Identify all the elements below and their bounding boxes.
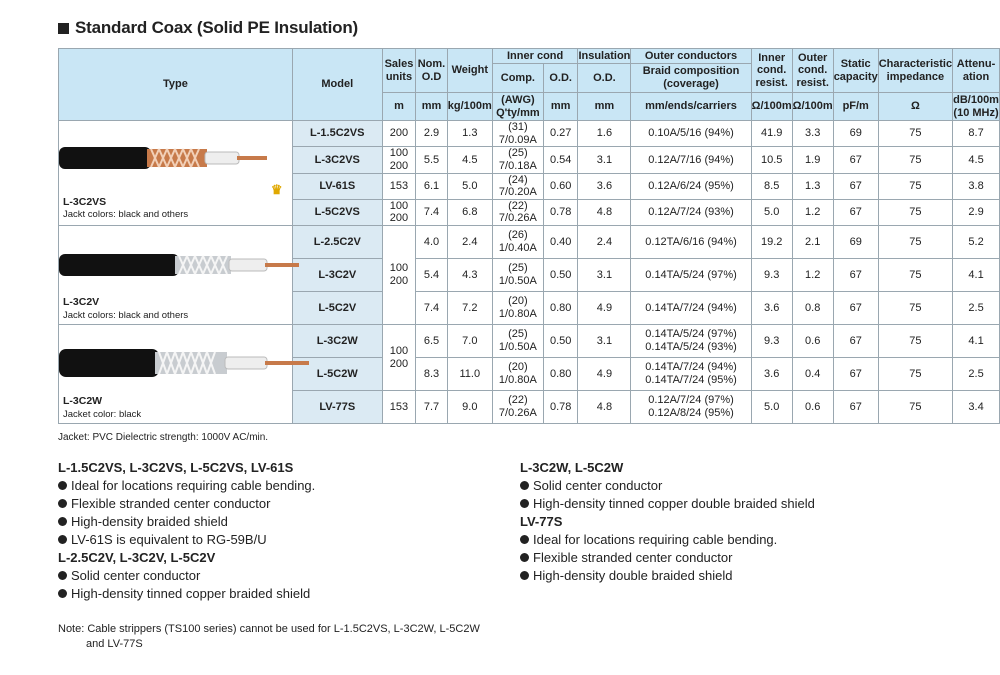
comp-cell: (20) 1/0.80A	[492, 292, 543, 325]
inner-resist-cell: 9.3	[751, 259, 792, 292]
comp-cell: (25) 7/0.18A	[492, 147, 543, 173]
capacity-cell: 69	[833, 121, 878, 147]
attenuation-cell: 3.8	[953, 173, 1000, 199]
feature-text: High-density double braided shield	[533, 568, 733, 583]
bullet-icon	[58, 589, 67, 598]
spec-table	[58, 48, 1000, 424]
ins-od-cell: 4.9	[578, 292, 631, 325]
weight-cell: 5.0	[447, 173, 492, 199]
model-cell: L-3C2W	[292, 325, 382, 358]
impedance-cell: 75	[878, 173, 952, 199]
bullet-icon	[520, 571, 529, 580]
inner-od-cell: 0.54	[543, 147, 578, 173]
inner-resist-cell: 19.2	[751, 226, 792, 259]
impedance-cell: 75	[878, 147, 952, 173]
ins-od-cell: 3.1	[578, 325, 631, 358]
units-cell: 100 200	[382, 325, 415, 391]
type-cell-l-3c2v	[59, 226, 293, 325]
bullet-icon	[520, 481, 529, 490]
outer-resist-cell: 0.6	[792, 325, 833, 358]
bottom-note-line2: and LV-77S	[86, 638, 143, 651]
feature-text: High-density tinned copper braided shield	[71, 586, 311, 601]
feature-item	[58, 478, 315, 493]
model-cell: L-5C2VS	[292, 199, 382, 225]
outer-resist-cell: 1.3	[792, 173, 833, 199]
features-right	[520, 460, 815, 586]
od-cell: 2.9	[416, 121, 448, 147]
od-cell: 5.4	[416, 259, 448, 292]
header-outer-conductors: Outer conductors	[631, 49, 751, 64]
inner-resist-cell: 8.5	[751, 173, 792, 199]
bottom-note	[58, 622, 480, 653]
attenuation-cell: 8.7	[953, 121, 1000, 147]
feature-item	[58, 568, 315, 583]
comp-cell: (20) 1/0.80A	[492, 358, 543, 391]
feature-item	[58, 532, 315, 547]
ins-od-cell: 4.9	[578, 358, 631, 391]
header-model: Model	[292, 49, 382, 121]
type-sub: Jackt colors: black and others	[63, 310, 189, 322]
capacity-cell: 69	[833, 226, 878, 259]
inner-resist-cell: 5.0	[751, 199, 792, 225]
feature-item	[520, 550, 815, 565]
unit-awg: (AWG) Q'ty/mm	[492, 93, 543, 121]
unit-mm-inner: mm	[543, 93, 578, 121]
jacket-note: Jacket: PVC Dielectric strength: 1000V AC/min.	[58, 432, 269, 443]
od-cell: 6.1	[416, 173, 448, 199]
bullet-icon	[520, 553, 529, 562]
header-insulation: Insulation	[578, 49, 631, 62]
model-cell: L-1.5C2VS	[292, 121, 382, 147]
inner-resist-cell: 10.5	[751, 147, 792, 173]
feature-text: Solid center conductor	[71, 568, 201, 583]
feature-item	[58, 496, 315, 511]
feature-item	[58, 586, 315, 601]
impedance-cell: 75	[878, 358, 952, 391]
feature-text: Flexible stranded center conductor	[71, 496, 271, 511]
outer-resist-cell: 0.8	[792, 292, 833, 325]
comp-cell: (25) 1/0.50A	[492, 259, 543, 292]
header-insulation-od: O.D.	[578, 64, 631, 93]
impedance-cell: 75	[878, 226, 952, 259]
page-title	[58, 18, 358, 38]
braid-cell: 0.14TA/7/24 (94%)	[631, 292, 751, 325]
inner-od-cell: 0.78	[543, 199, 578, 225]
attenuation-cell: 2.5	[953, 292, 1000, 325]
braid-cell: 0.12TA/6/16 (94%)	[631, 226, 751, 259]
unit-braid: mm/ends/carriers	[631, 93, 751, 121]
unit-db: dB/100m (10 MHz)	[953, 93, 999, 119]
units-cell: 100 200	[382, 226, 415, 325]
comp-cell: (22) 7/0.26A	[492, 199, 543, 225]
impedance-cell: 75	[878, 391, 952, 424]
bullet-icon	[520, 499, 529, 508]
capacity-cell: 67	[833, 147, 878, 173]
header-inner-od: O.D.	[543, 64, 578, 93]
header-sales-units: Sales units	[382, 49, 415, 93]
model-cell: L-5C2W	[292, 358, 382, 391]
attenuation-cell: 3.4	[953, 391, 1000, 424]
comp-cell: (22) 7/0.26A	[492, 391, 543, 424]
comp-cell: (24) 7/0.20A	[492, 173, 543, 199]
impedance-cell: 75	[878, 121, 952, 147]
units-cell: 153	[382, 391, 415, 424]
units-cell: 153	[382, 173, 415, 199]
table-row	[59, 226, 1000, 259]
feature-item	[58, 514, 315, 529]
inner-od-cell: 0.50	[543, 325, 578, 358]
unit-m: m	[382, 93, 415, 121]
od-cell: 8.3	[416, 358, 448, 391]
feature-text: Ideal for locations requiring cable bending.	[533, 532, 778, 547]
features-left	[58, 460, 315, 604]
type-label: L-3C2V	[63, 296, 100, 309]
inner-od-cell: 0.80	[543, 358, 578, 391]
braid-cell: 0.10A/5/16 (94%)	[631, 121, 751, 147]
attenuation-cell: 2.5	[953, 358, 1000, 391]
unit-kg: kg/100m	[447, 93, 492, 121]
feature-text: LV-61S is equivalent to RG-59B/U	[71, 532, 267, 547]
weight-cell: 4.5	[447, 147, 492, 173]
feature-text: Ideal for locations requiring cable bending.	[71, 478, 316, 493]
units-cell: 200	[382, 121, 415, 147]
unit-ohm2: Ω/100m	[792, 93, 833, 121]
unit-ohm: Ω	[878, 93, 952, 121]
ins-od-cell: 2.4	[578, 226, 631, 259]
capacity-cell: 67	[833, 199, 878, 225]
unit-mm: mm	[416, 93, 448, 121]
unit-mm-ins: mm	[578, 93, 631, 121]
weight-cell: 1.3	[447, 121, 492, 147]
capacity-cell: 67	[833, 292, 878, 325]
model-cell: L-2.5C2V	[292, 226, 382, 259]
inner-resist-cell: 41.9	[751, 121, 792, 147]
bullet-icon	[58, 517, 67, 526]
od-cell: 5.5	[416, 147, 448, 173]
capacity-cell: 67	[833, 391, 878, 424]
weight-cell: 7.0	[447, 325, 492, 358]
attenuation-cell: 4.1	[953, 259, 1000, 292]
type-label: L-3C2W	[63, 395, 103, 408]
table-row	[59, 121, 1000, 147]
header-outer-resist: Outer cond. resist.	[792, 49, 833, 93]
impedance-cell: 75	[878, 199, 952, 225]
ins-od-cell: 1.6	[578, 121, 631, 147]
braid-cell: 0.12A/6/24 (95%)	[631, 173, 751, 199]
bottom-note-line1: Note: Cable strippers (TS100 series) cannot be used for L-1.5C2VS, L-3C2W, L-5C2W	[58, 623, 480, 635]
od-cell: 7.4	[416, 292, 448, 325]
unit-ohm1: Ω/100m	[751, 93, 792, 121]
braid-cell: 0.14TA/5/24 (97%)	[631, 259, 751, 292]
header-char-impedance: Characteristic impedance	[878, 49, 952, 93]
attenuation-cell: 5.2	[953, 226, 1000, 259]
od-cell: 7.4	[416, 199, 448, 225]
model-cell: LV-77S	[292, 391, 382, 424]
type-label: L-3C2VS	[63, 196, 107, 208]
braid-cell: 0.14TA/7/24 (94%) 0.14TA/7/24 (95%)	[631, 358, 751, 391]
bullet-icon	[58, 481, 67, 490]
header-inner-resist: Inner cond. resist.	[751, 49, 792, 93]
feature-text: Flexible stranded center conductor	[533, 550, 733, 565]
outer-resist-cell: 1.2	[792, 199, 833, 225]
model-cell: L-3C2V	[292, 259, 382, 292]
attenuation-cell: 4.5	[953, 147, 1000, 173]
header-comp: Comp.	[492, 64, 543, 93]
inner-od-cell: 0.60	[543, 173, 578, 199]
weight-cell: 6.8	[447, 199, 492, 225]
comp-cell: (25) 1/0.50A	[492, 325, 543, 358]
impedance-cell: 75	[878, 292, 952, 325]
inner-resist-cell: 3.6	[751, 358, 792, 391]
units-cell: 100 200	[382, 147, 415, 173]
weight-cell: 11.0	[447, 358, 492, 391]
model-cell: L-3C2VS	[292, 147, 382, 173]
model-text: LV-61S	[319, 179, 356, 192]
braid-cell: 0.12A/7/24 (97%) 0.12A/8/24 (95%)	[631, 391, 751, 424]
bullet-icon	[58, 535, 67, 544]
header-braid: Braid composition (coverage)	[631, 64, 751, 93]
header-static-capacity: Static capacity	[833, 49, 878, 93]
inner-resist-cell: 3.6	[751, 292, 792, 325]
outer-resist-cell: 0.4	[792, 358, 833, 391]
feature-item	[520, 496, 815, 511]
feature-text: High-density braided shield	[71, 514, 228, 529]
feature-heading: L-1.5C2VS, L-3C2VS, L-5C2VS, LV-61S	[58, 460, 294, 475]
od-cell: 6.5	[416, 325, 448, 358]
outer-resist-cell: 3.3	[792, 121, 833, 147]
type-sub: Jacket color: black	[63, 409, 142, 421]
braid-cell: 0.14TA/5/24 (97%) 0.14TA/5/24 (93%)	[631, 325, 751, 358]
ins-od-cell: 3.6	[578, 173, 631, 199]
weight-cell: 9.0	[447, 391, 492, 424]
units-cell: 100 200	[382, 199, 415, 225]
capacity-cell: 67	[833, 358, 878, 391]
comp-cell: (31) 7/0.09A	[492, 121, 543, 147]
capacity-cell: 67	[833, 325, 878, 358]
feature-item	[520, 568, 815, 583]
header-weight: Weight	[447, 49, 492, 93]
weight-cell: 4.3	[447, 259, 492, 292]
bullet-icon	[58, 571, 67, 580]
impedance-cell: 75	[878, 259, 952, 292]
header-nom-od: Nom. O.D	[416, 49, 448, 93]
ins-od-cell: 4.8	[578, 391, 631, 424]
inner-od-cell: 0.40	[543, 226, 578, 259]
impedance-cell: 75	[878, 325, 952, 358]
weight-cell: 2.4	[447, 226, 492, 259]
weight-cell: 7.2	[447, 292, 492, 325]
outer-resist-cell: 1.9	[792, 147, 833, 173]
unit-pf: pF/m	[833, 93, 878, 121]
inner-resist-cell: 9.3	[751, 325, 792, 358]
page-title-text: Standard Coax (Solid PE Insulation)	[75, 18, 358, 37]
attenuation-cell: 4.1	[953, 325, 1000, 358]
capacity-cell: 67	[833, 173, 878, 199]
model-cell: L-5C2V	[292, 292, 382, 325]
header-inner-cond: Inner cond	[492, 49, 578, 64]
attenuation-cell: 2.9	[953, 199, 1000, 225]
outer-resist-cell: 0.6	[792, 391, 833, 424]
table-row	[59, 325, 1000, 358]
inner-od-cell: 0.50	[543, 259, 578, 292]
header-attenuation: Attenu-ation	[953, 49, 1000, 93]
outer-resist-cell: 1.2	[792, 259, 833, 292]
ins-od-cell: 4.8	[578, 199, 631, 225]
ins-od-cell: 3.1	[578, 147, 631, 173]
type-cell-l-3c2vs	[59, 121, 293, 226]
od-cell: 7.7	[416, 391, 448, 424]
inner-od-cell: 0.27	[543, 121, 578, 147]
feature-text: High-density tinned copper double braided shield	[533, 496, 815, 511]
feature-heading: L-2.5C2V, L-3C2V, L-5C2V	[58, 550, 216, 565]
comp-cell: (26) 1/0.40A	[492, 226, 543, 259]
braid-cell: 0.12A/7/24 (93%)	[631, 199, 751, 225]
type-sub: Jackt colors: black and others	[63, 209, 189, 220]
braid-cell: 0.12A/7/16 (94%)	[631, 147, 751, 173]
ins-od-cell: 3.1	[578, 259, 631, 292]
bullet-icon	[58, 499, 67, 508]
bullet-icon	[520, 535, 529, 544]
title-square-icon	[58, 23, 69, 34]
od-cell: 4.0	[416, 226, 448, 259]
feature-text: Solid center conductor	[533, 478, 663, 493]
feature-heading: L-3C2W, L-5C2W	[520, 460, 624, 475]
crown-icon: ♛	[270, 181, 283, 197]
inner-resist-cell: 5.0	[751, 391, 792, 424]
feature-item	[520, 532, 815, 547]
inner-od-cell: 0.80	[543, 292, 578, 325]
feature-item	[520, 478, 815, 493]
inner-od-cell: 0.78	[543, 391, 578, 424]
capacity-cell: 67	[833, 259, 878, 292]
type-cell-l-3c2w	[59, 325, 293, 424]
header-type: Type	[59, 49, 293, 121]
feature-heading: LV-77S	[520, 514, 563, 529]
outer-resist-cell: 2.1	[792, 226, 833, 259]
